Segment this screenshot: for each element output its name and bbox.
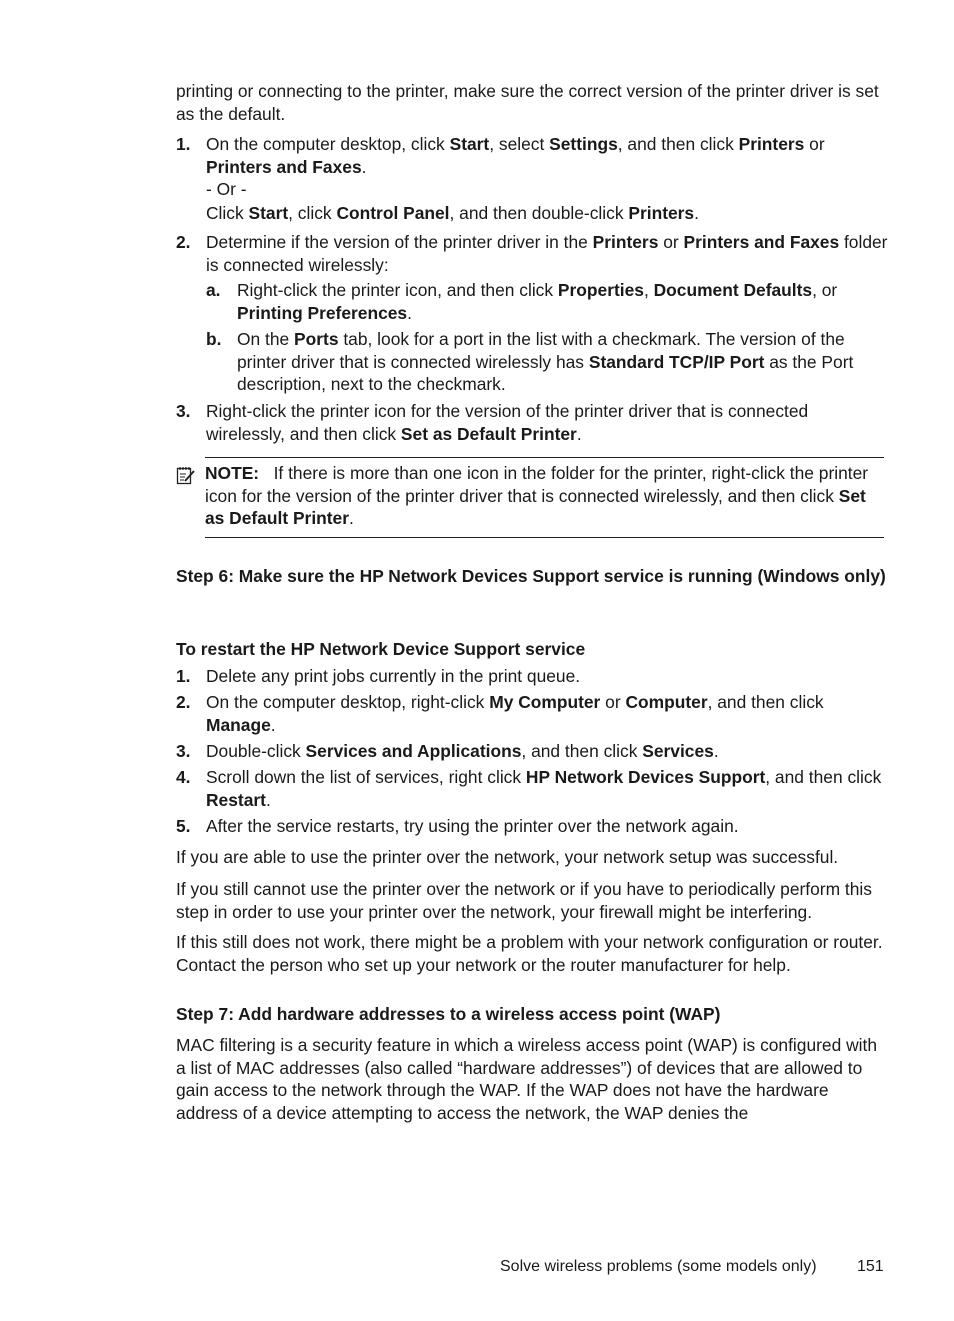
text: . [270,714,276,735]
text: tab, look for a port in the list with a checkmark. The version of the printer driver that is connected wirelessly has [237,329,850,372]
bold-text: HP Network Devices Support [525,767,766,787]
sub-list-item [206,279,888,324]
bold-text: Set as Default Printer [400,423,577,444]
bold-text: Printers [628,202,695,223]
text: printing or connecting to the printer, make sure the correct version of the printer driver is set as the default. [176,81,884,124]
bold-text: Standard TCP/IP Port [588,351,765,372]
bold-text: Printers and Faxes [206,156,362,177]
item-number: 4. [176,767,191,787]
item-text [176,766,888,811]
text: On the computer desktop, right-click [206,692,490,712]
item-text [206,328,888,396]
bold-text: Services and Applications [305,741,522,761]
page-number: 151 [857,1258,884,1275]
text: , and then click [617,134,739,154]
paragraph: If you still cannot use the printer over the network or if you have to periodically perform this step in order to use your printer over the network, your firewall might be interfering. [176,879,872,922]
item-text [176,815,888,838]
text: , select [489,134,550,154]
bold-text: Start [248,202,289,223]
bold-text: Control Panel [336,202,450,223]
note-icon [176,465,196,485]
list-item [176,766,888,811]
text: After the service restarts, try using the printer over the network again. [206,816,739,836]
text: . [713,741,719,761]
list-item [176,231,893,276]
item-number: 2. [176,692,191,712]
text: Right-click the printer icon, and then click [237,280,558,300]
item-text [176,400,888,445]
list-item [176,815,888,838]
paragraph: If this still does not work, there might be a problem with your network configuration or router. Contact the person who set up your network or the router manufacturer for help. [176,932,883,975]
text: If there is more than one icon in the folder for the printer, right-click the printer icon for the version of the printer driver that is connected wirelessly, and then click [205,463,873,506]
list-item [176,133,888,224]
item-text-alt [176,202,888,225]
or-separator: - Or - [206,179,247,200]
item-number: 3. [176,741,191,761]
item-letter: b. [206,329,222,349]
text: . [576,423,582,444]
bold-text: Set as Default Printer [205,485,871,529]
note-bottom-rule [205,537,884,538]
item-text [176,740,888,763]
item-text [206,279,888,324]
step6-heading: Step 6: Make sure the HP Network Devices Support service is running (Windows only) [176,566,886,586]
bold-text: NOTE: [205,463,260,483]
bold-text: Ports [294,329,339,349]
bold-text: Settings [549,134,618,154]
footer-section-title: Solve wireless problems (some models only) [500,1258,817,1275]
bold-text: Printers [592,232,659,252]
bold-text: Restart [206,789,266,810]
item-text [176,133,888,178]
text: , [643,280,654,300]
text: Click [206,202,249,223]
restart-heading: To restart the HP Network Device Support service [176,639,586,659]
text: as the Port description, next to the checkmark. [237,351,859,395]
text: . [407,302,412,323]
text: Delete any print jobs currently in the print queue. [206,666,581,686]
text: Determine if the version of the printer driver in the [206,232,593,252]
item-text [176,665,888,688]
text: , and then double-click [449,202,629,223]
intro-paragraph [176,80,888,125]
item-number: 5. [176,816,191,836]
item-text [176,231,893,276]
item-number: 2. [176,232,191,252]
text: . [349,508,354,529]
text: folder is connected wirelessly: [206,232,893,275]
text: , and then click [765,767,887,787]
list-item [176,691,888,736]
text: , and then click [521,741,643,761]
item-number: 3. [176,401,191,421]
text: , click [288,202,337,223]
bold-text: Printing Preferences [237,302,408,323]
text: Right-click the printer icon for the version of the printer driver that is connected wirelessly, and then click [206,401,814,444]
text: or [804,134,830,154]
bold-text: My Computer [489,692,601,712]
list-item [176,740,888,763]
text: . [361,156,367,177]
bold-text: Start [449,134,490,154]
bold-text: Printers and Faxes [683,232,840,252]
bold-text: Document Defaults [653,280,813,300]
item-number: 1. [176,666,191,686]
sub-list-item [206,328,888,396]
text: On the computer desktop, click [206,134,450,154]
item-text [176,691,888,736]
list-item [176,665,888,688]
text: Double-click [206,741,306,761]
text: On the [237,329,295,349]
text: Scroll down the list of services, right click [206,767,526,787]
text: or [658,232,684,252]
bold-text: Computer [625,692,708,712]
paragraph: MAC filtering is a security feature in which a wireless access point (WAP) is configured with a list of MAC addresses (also called “hardware addresses”) of devices that are allowed to gain access to the network through the WAP. If the WAP does not have the hardware address of a device attempting to access the network, the WAP denies the [176,1035,878,1123]
list-item [176,400,888,445]
paragraph: If you are able to use the printer over the network, your network setup was successful. [176,847,839,867]
bold-text: Properties [557,280,644,300]
bold-text: Printers [738,134,805,154]
text: or [600,692,626,712]
bold-text: Services [642,741,714,761]
text: , or [812,280,843,300]
text: , and then click [707,692,829,712]
text: . [694,202,699,223]
item-letter: a. [206,280,221,300]
text: . [265,789,271,810]
bold-text: Manage [206,714,271,735]
step7-heading: Step 7: Add hardware addresses to a wireless access point (WAP) [176,1004,721,1024]
item-number: 1. [176,134,191,154]
note-text [205,462,885,530]
note-top-rule [205,457,884,458]
